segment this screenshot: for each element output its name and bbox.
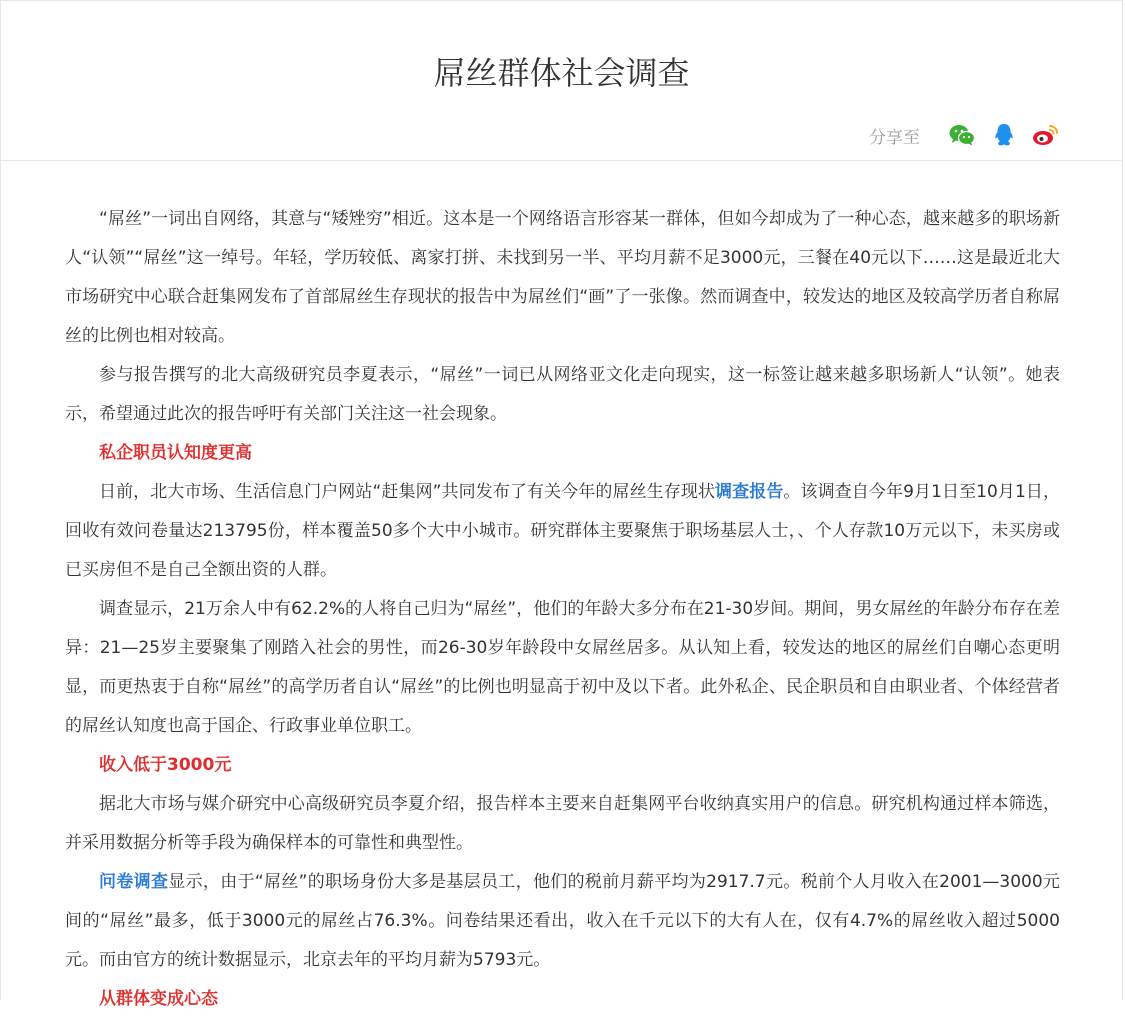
- paragraph-1: “屌丝”一词出自网络，其意与“矮矬穷”相近。这本是一个网络语言形容某一群体，但如今却成为了一种心态，越来越多的职场新人“认领”“屌丝”这一绰号。年轻，学历较低、离家打拼、未找到另一半、平均月薪不足3000元，三餐在40元以下……这是最近北大市场研究中心联合赶集网发布了首部屌丝生存现状的报告中为屌丝们“画”了一张像。然而调查中，较发达的地区及较高学历者自称屌丝的比例也相对较高。: [65, 209, 1060, 346]
- share-bar: [869, 121, 1060, 149]
- questionnaire-link[interactable]: 问卷调查: [99, 872, 169, 892]
- survey-report-link[interactable]: 调查报告: [715, 482, 784, 502]
- paragraph-2: 参与报告撰写的北大高级研究员李夏表示，“屌丝”一词已从网络亚文化走向现实，这一标签让越来越多职场新人“认领”。她表示，希望通过此次的报告呼吁有关部门关注这一社会现象。: [65, 365, 1060, 424]
- section-heading-3: 从群体变成心态: [99, 989, 218, 1009]
- article-title: 屌丝群体社会调查: [433, 54, 690, 92]
- paragraph-3-text-b: 。该调查自今年9月1日至10月1日，回收有效问卷量达213795份，样本覆盖50多个大中小城市。研究群体主要聚焦于职场基层人士，、个人存款10万元以下，未买房或已买房但不是自己全额出资的人群。: [65, 482, 1060, 580]
- qq-icon[interactable]: [990, 121, 1018, 149]
- weibo-icon[interactable]: [1032, 121, 1060, 149]
- paragraph-5: 据北大市场与媒介研究中心高级研究员李夏介绍，报告样本主要来自赶集网平台收纳真实用户的信息。研究机构通过样本筛选，并采用数据分析等手段为确保样本的可靠性和典型性。: [65, 794, 1060, 853]
- share-label: 分享至: [869, 127, 920, 148]
- article-header: [1, 1, 1122, 161]
- paragraph-3-text-a: 日前，北大市场、生活信息门户网站“赶集网”共同发布了有关今年的屌丝生存现状: [99, 482, 716, 502]
- paragraph-6: [65, 863, 1060, 980]
- paragraph-6-text: 显示，由于“屌丝”的职场身份大多是基层员工，他们的税前月薪平均为2917.7元。税前个人月收入在2001—3000元间的“屌丝”最多，低于3000元的屌丝占76.3%。问卷结果还看出，收入在千元以下的大有人在，仅有4.7%的屌丝收入超过5000元。而由官方的统计数据显示，北京去年的平均月薪为5793元。: [65, 872, 1060, 970]
- wechat-icon[interactable]: [948, 121, 976, 149]
- paragraph-3: [65, 473, 1060, 590]
- section-heading-1: 私企职员认知度更高: [99, 443, 252, 463]
- section-heading-2: 收入低于3000元: [99, 755, 232, 775]
- article-body: [65, 200, 1060, 1019]
- paragraph-4: 调查显示，21万余人中有62.2%的人将自己归为“屌丝”，他们的年龄大多分布在21-30岁间。期间，男女屌丝的年龄分布存在差异：21—25岁主要聚集了刚踏入社会的男性，而26-30岁年龄段中女屌丝居多。从认知上看，较发达的地区的屌丝们自嘲心态更明显，而更热衷于自称“屌丝”的高学历者自认“屌丝”的比例也明显高于初中及以下者。此外私企、民企职员和自由职业者、个体经营者的屌丝认知度也高于国企、行政事业单位职工。: [65, 599, 1060, 736]
